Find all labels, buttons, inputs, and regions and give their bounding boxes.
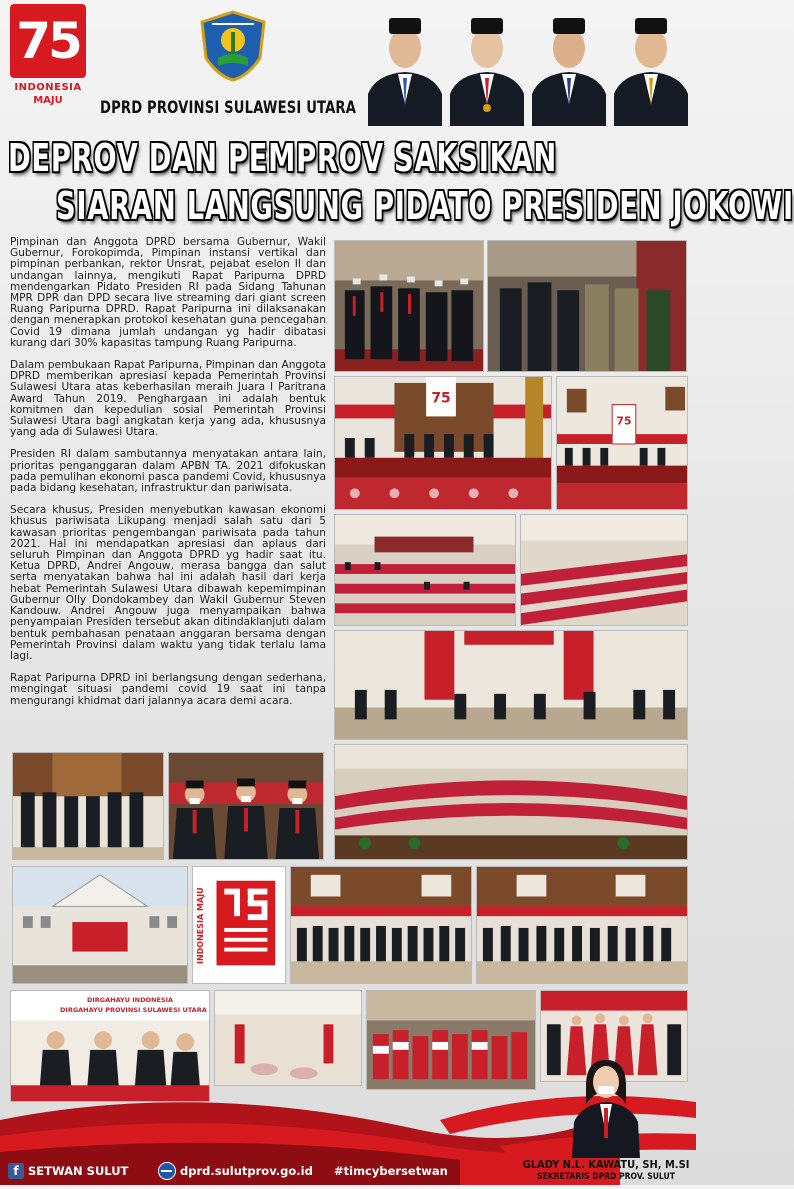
photo-group-red-shirts: [366, 990, 536, 1090]
banner-line1: DIRGAHAYU INDONESIA: [86, 996, 174, 1004]
signatory-name: GLADY N.L. KAWATU, SH, M.SI: [522, 1158, 690, 1171]
footer-facebook[interactable]: [8, 1160, 128, 1182]
photo-officials-walking: [334, 240, 484, 372]
headline-line2: SIARAN LANGSUNG PIDATO PRESIDEN JOKOWI: [56, 184, 794, 228]
photo-officials-arrival: [487, 240, 687, 372]
province-emblem-icon: [198, 10, 268, 82]
photo-group-hall-right: [476, 866, 688, 984]
official-portrait-1: [368, 18, 442, 126]
article-paragraph: Dalam pembukaan Rapat Paripurna, Pimpinan dan Anggota DPRD memberikan apresiasi kepada Pemerintah Provinsi Sulawesi Utara atas keberhasilan meraih Juara I Paritrana Award Tahun 2019. Penghargaan ini adalah bentuk komitmen dan kepedulian sosial Pemerintah Provinsi Sulawesi Utara bagi angkatan kerja yang ada, khususnya yang ada di Sulawesi Utara.: [10, 359, 326, 439]
indonesia-maju-75-logo: [6, 4, 90, 108]
photo-plenary-front-stage: [334, 376, 552, 510]
photo-plenary-red-seats: [334, 744, 688, 860]
article-paragraph: Secara khusus, Presiden menyebutkan kawasan ekonomi khusus pariwisata Likupang menjadi salah satu dari 5 kawasan prioritas pengembangan pariwisata pada tahun 2021. Hal ini mendapatkan apresiasi dan aplaus dari seluruh Pimpinan dan Anggota DPRD yg hadir saat itu. Ketua DPRD, Andrei Angouw, merasa bangga dan salut serta menyatakan bahwa hal ini adalah hasil dari kerja hebat Pemerintah Sulawesi Utara dibawah kepemimpinan Gubernur Olly Dondokambey dan Wakil Gubernur Steven Kandouw. Andrei Angouw juga menyampaikan bahwa penyampaian Presiden tersebut akan ditindaklanjuti dalam bentuk pembahasan penataan anggaran bersama dengan Pemerintah Provinsi dalam waktu yang tidak terlalu lama lagi.: [10, 504, 326, 662]
footer-website[interactable]: [158, 1160, 313, 1182]
official-portrait-3: [532, 18, 606, 126]
photo-plenary-hall-seats: [334, 514, 516, 626]
website-url: dprd.sulutprov.go.id: [180, 1164, 313, 1178]
indonesia-maju-caption: INDONESIA MAJU: [196, 887, 205, 964]
official-portrait-2: [450, 18, 524, 126]
logo-line1: INDONESIA: [14, 82, 82, 93]
globe-icon: [158, 1162, 176, 1180]
photo-plenary-session-floor: [334, 630, 688, 740]
headline-line1: DEPROV DAN PEMPROV SAKSIKAN: [8, 136, 558, 180]
photo-dprd-building: [12, 866, 188, 984]
officials-portraits: [364, 8, 692, 126]
footer-hashtag[interactable]: [334, 1160, 448, 1182]
photo-plenary-wide-angle: [520, 514, 688, 626]
photo-group-hall-left: [290, 866, 472, 984]
photo-lobby: [214, 990, 362, 1086]
secretary-portrait: [568, 1052, 644, 1158]
banner-line2: DIRGAHAYU PROVINSI SULAWESI UTARA: [60, 1006, 207, 1014]
org-name: DPRD PROVINSI SULAWESI UTARA: [100, 98, 357, 118]
article-paragraph: Presiden RI dalam sambutannya menyatakan antara lain, prioritas penganggaran dalam APBN TA. 2021 difokuskan pada pemulihan ekonomi pasca pandemi Covid, khususnya pada bidang kesehatan, infrastruktur dan pariwisata.: [10, 448, 326, 495]
photo-group-standing-left: [12, 752, 164, 860]
logo-line2: MAJU: [33, 95, 63, 106]
logo-number: 75: [10, 4, 86, 78]
facebook-handle: SETWAN SULUT: [28, 1164, 129, 1178]
signatory-role: SEKRETARIS DPRD PROV. SULUT: [537, 1172, 675, 1182]
photo-plenary-stage-right: [556, 376, 688, 510]
hashtag-text: #timcybersetwan: [334, 1164, 448, 1178]
article-paragraph: Pimpinan dan Anggota DPRD bersama Gubernur, Wakil Gubernur, Forokopimda, Pimpinan instansi vertikal dan pimpinan perbankan, rektor Unsrat, pejabat eselon II dan undangan lainnya, mengikuti Rapat Paripurna DPRD mendengarkan Pidato Presiden RI pada Sidang Tahunan MPR DPR dan DPD secara live streaming dari giant screen Ruang Paripurna DPRD. Rapat Paripurna ini dilaksanakan dengan menerapkan protokol kesehatan guna pencegahan Covid 19 dimana jumlah undangan yg hadir dibatasi kurang dari 30% kapasitas tampung Ruang Paripurna.: [10, 236, 326, 349]
svg-text:75: 75: [431, 390, 451, 407]
photo-leaders-three: [168, 752, 324, 860]
article-body: [10, 237, 326, 785]
svg-text:75: 75: [616, 414, 632, 428]
facebook-icon: f: [8, 1163, 24, 1179]
article-paragraph: Rapat Paripurna DPRD ini berlangsung dengan sederhana, mengingat situasi pandemi covid 19 saat ini tanpa mengurangi khidmat dari jalannya acara demi acara.: [10, 672, 326, 707]
official-portrait-4: [614, 18, 688, 126]
